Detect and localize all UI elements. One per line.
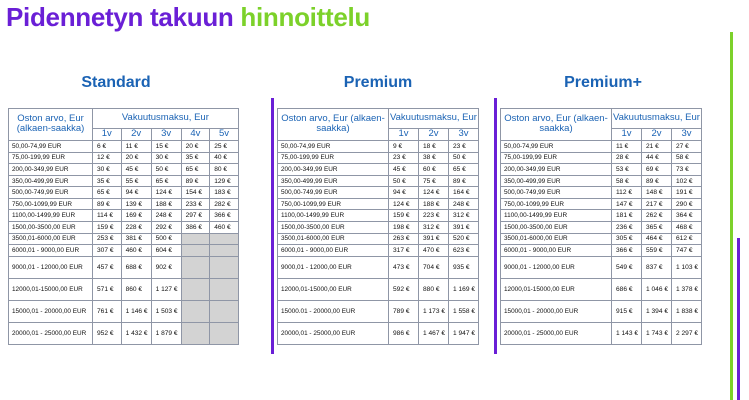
price-cell: 94 € <box>389 187 419 199</box>
price-cell: 27 € <box>672 140 702 152</box>
price-cell: 20 € <box>121 152 151 164</box>
year-column-header: 1v <box>389 129 419 141</box>
price-cell: 860 € <box>121 278 151 300</box>
unavailable-cell <box>210 245 239 257</box>
year-column-header: 3v <box>151 129 181 141</box>
price-table <box>8 108 239 345</box>
price-cell: 60 € <box>419 164 449 176</box>
price-range-cell: 6000,01 - 9000,00 EUR <box>9 245 93 257</box>
unavailable-cell <box>181 233 210 245</box>
price-cell: 500 € <box>151 233 181 245</box>
price-cell: 50 € <box>389 175 419 187</box>
insurance-fee-header: Vakuutusmaksu, Eur <box>93 109 239 129</box>
table-row <box>278 210 479 222</box>
price-cell: 1 743 € <box>642 322 672 344</box>
price-cell: 94 € <box>121 187 151 199</box>
price-range-cell: 9000,01 - 12000,00 EUR <box>501 256 612 278</box>
price-cell: 253 € <box>93 233 122 245</box>
price-cell: 457 € <box>93 256 122 278</box>
price-cell: 391 € <box>449 222 479 234</box>
unavailable-cell <box>210 256 239 278</box>
table-row <box>9 210 239 222</box>
price-cell: 191 € <box>672 187 702 199</box>
year-column-header: 1v <box>612 129 642 141</box>
price-cell: 688 € <box>121 256 151 278</box>
price-cell: 129 € <box>210 175 239 187</box>
price-range-cell: 1100,00-1499,99 EUR <box>9 210 93 222</box>
price-cell: 1 127 € <box>151 278 181 300</box>
separator-1 <box>271 98 274 354</box>
price-cell: 902 € <box>151 256 181 278</box>
unavailable-cell <box>181 256 210 278</box>
price-cell: 986 € <box>389 322 419 344</box>
price-cell: 45 € <box>121 164 151 176</box>
price-range-cell: 9000,01 - 12000,00 EUR <box>9 256 93 278</box>
price-cell: 11 € <box>121 140 151 152</box>
price-range-cell: 20000,01 - 25000,00 EUR <box>9 322 93 344</box>
price-cell: 28 € <box>612 152 642 164</box>
price-range-cell: 750,00-1099,99 EUR <box>501 198 612 210</box>
table-row <box>9 198 239 210</box>
year-column-header: 2v <box>642 129 672 141</box>
table-row <box>9 322 239 344</box>
year-column-header: 4v <box>181 129 210 141</box>
table-row <box>501 322 702 344</box>
table-row <box>278 245 479 257</box>
price-cell: 148 € <box>642 187 672 199</box>
price-cell: 317 € <box>389 245 419 257</box>
price-cell: 159 € <box>93 222 122 234</box>
table-row <box>9 175 239 187</box>
price-cell: 1 378 € <box>672 278 702 300</box>
price-cell: 571 € <box>93 278 122 300</box>
price-range-cell: 12000,01-15000,00 EUR <box>501 278 612 300</box>
price-cell: 15 € <box>151 140 181 152</box>
year-column-header: 1v <box>93 129 122 141</box>
price-range-cell: 750,00-1099,99 EUR <box>9 198 93 210</box>
price-cell: 612 € <box>672 233 702 245</box>
price-cell: 58 € <box>672 152 702 164</box>
table-row <box>278 198 479 210</box>
table-row <box>278 322 479 344</box>
table-row <box>501 256 702 278</box>
price-cell: 880 € <box>419 278 449 300</box>
year-column-header: 2v <box>121 129 151 141</box>
table-row <box>501 300 702 322</box>
table-row <box>278 152 479 164</box>
year-column-header: 5v <box>210 129 239 141</box>
price-cell: 1 394 € <box>642 300 672 322</box>
price-range-cell: 75,00-199,99 EUR <box>9 152 93 164</box>
price-range-cell: 1500,00-3500,00 EUR <box>9 222 93 234</box>
price-cell: 12 € <box>93 152 122 164</box>
price-cell: 23 € <box>449 140 479 152</box>
price-cell: 58 € <box>612 175 642 187</box>
price-cell: 604 € <box>151 245 181 257</box>
table-row <box>9 278 239 300</box>
price-cell: 789 € <box>389 300 419 322</box>
price-cell: 50 € <box>449 152 479 164</box>
price-cell: 915 € <box>612 300 642 322</box>
price-cell: 69 € <box>642 164 672 176</box>
price-cell: 1 432 € <box>121 322 151 344</box>
unavailable-cell <box>181 278 210 300</box>
price-range-cell: 9000,01 - 12000,00 EUR <box>278 256 389 278</box>
price-range-cell: 200,00-349,99 EUR <box>501 164 612 176</box>
price-cell: 89 € <box>449 175 479 187</box>
table-row <box>278 233 479 245</box>
price-cell: 223 € <box>419 210 449 222</box>
price-cell: 248 € <box>449 198 479 210</box>
price-cell: 50 € <box>151 164 181 176</box>
price-cell: 623 € <box>449 245 479 257</box>
price-cell: 391 € <box>419 233 449 245</box>
price-range-cell: 12000,01-15000,00 EUR <box>278 278 389 300</box>
price-range-cell: 3500,01-6000,00 EUR <box>501 233 612 245</box>
price-cell: 102 € <box>672 175 702 187</box>
table-row <box>501 278 702 300</box>
price-cell: 233 € <box>181 198 210 210</box>
price-range-cell: 3500,01-6000,00 EUR <box>278 233 389 245</box>
price-range-cell: 75,00-199,99 EUR <box>278 152 389 164</box>
price-cell: 89 € <box>93 198 122 210</box>
price-cell: 704 € <box>419 256 449 278</box>
table-row <box>9 245 239 257</box>
price-range-cell: 1100,00-1499,99 EUR <box>278 210 389 222</box>
price-range-cell: 6000,01 - 9000,00 EUR <box>278 245 389 257</box>
table-row <box>501 222 702 234</box>
table-row <box>9 152 239 164</box>
price-cell: 9 € <box>389 140 419 152</box>
price-range-cell: 50,00-74,99 EUR <box>278 140 389 152</box>
price-range-cell: 750,00-1099,99 EUR <box>278 198 389 210</box>
price-range-cell: 500,00-749,99 EUR <box>278 187 389 199</box>
year-column-header: 3v <box>449 129 479 141</box>
price-cell: 366 € <box>210 210 239 222</box>
price-cell: 124 € <box>151 187 181 199</box>
price-cell: 290 € <box>672 198 702 210</box>
price-cell: 263 € <box>389 233 419 245</box>
price-cell: 473 € <box>389 256 419 278</box>
price-cell: 686 € <box>612 278 642 300</box>
price-cell: 11 € <box>612 140 642 152</box>
price-cell: 65 € <box>93 187 122 199</box>
table-row <box>278 175 479 187</box>
table-row <box>9 256 239 278</box>
price-cell: 312 € <box>419 222 449 234</box>
section-title-standard: Standard <box>81 74 151 91</box>
price-range-cell: 15000,01 - 20000,00 EUR <box>9 300 93 322</box>
price-range-cell: 200,00-349,99 EUR <box>9 164 93 176</box>
price-cell: 80 € <box>210 164 239 176</box>
price-cell: 139 € <box>121 198 151 210</box>
year-column-header: 3v <box>672 129 702 141</box>
price-cell: 35 € <box>181 152 210 164</box>
price-range-cell: 15000.01 - 20000,00 EUR <box>278 300 389 322</box>
insurance-fee-header: Vakuutusmaksu, Eur <box>612 109 702 129</box>
price-cell: 837 € <box>642 256 672 278</box>
unavailable-cell <box>181 322 210 344</box>
price-cell: 65 € <box>151 175 181 187</box>
price-cell: 381 € <box>121 233 151 245</box>
price-cell: 44 € <box>642 152 672 164</box>
price-range-cell: 50,00-74,99 EUR <box>9 140 93 152</box>
table-row <box>501 175 702 187</box>
price-range-cell: 1500,00-3500,00 EUR <box>278 222 389 234</box>
price-cell: 312 € <box>449 210 479 222</box>
price-cell: 25 € <box>210 140 239 152</box>
price-range-cell: 500,00-749,99 EUR <box>9 187 93 199</box>
table-row <box>9 140 239 152</box>
table-row <box>501 164 702 176</box>
price-cell: 307 € <box>93 245 122 257</box>
table-row <box>9 222 239 234</box>
price-cell: 1 838 € <box>672 300 702 322</box>
purple-accent-bar <box>737 238 740 400</box>
green-accent-bar <box>730 32 733 400</box>
price-range-cell: 1500,00-3500,00 EUR <box>501 222 612 234</box>
table-row <box>501 152 702 164</box>
price-cell: 935 € <box>449 256 479 278</box>
price-cell: 183 € <box>210 187 239 199</box>
price-table <box>500 108 702 345</box>
price-range-cell: 6000,01 - 9000,00 EUR <box>501 245 612 257</box>
separator-2 <box>494 98 497 354</box>
price-range-cell: 500,00-749,99 EUR <box>501 187 612 199</box>
price-cell: 464 € <box>642 233 672 245</box>
price-cell: 30 € <box>151 152 181 164</box>
price-cell: 559 € <box>642 245 672 257</box>
unavailable-cell <box>210 322 239 344</box>
price-range-cell: 1100,00-1499,99 EUR <box>501 210 612 222</box>
price-cell: 89 € <box>642 175 672 187</box>
price-cell: 470 € <box>419 245 449 257</box>
price-cell: 1 103 € <box>672 256 702 278</box>
price-cell: 35 € <box>93 175 122 187</box>
price-cell: 236 € <box>612 222 642 234</box>
price-cell: 53 € <box>612 164 642 176</box>
price-range-cell: 350,00-499,99 EUR <box>278 175 389 187</box>
page-title <box>6 2 370 33</box>
price-cell: 164 € <box>449 187 479 199</box>
price-cell: 198 € <box>389 222 419 234</box>
price-cell: 460 € <box>121 245 151 257</box>
price-cell: 147 € <box>612 198 642 210</box>
table-row <box>501 245 702 257</box>
price-cell: 297 € <box>181 210 210 222</box>
price-cell: 188 € <box>151 198 181 210</box>
price-cell: 75 € <box>419 175 449 187</box>
title-part-1: Pidennetyn takuun <box>6 2 234 32</box>
price-range-cell: 20000,01 - 25000,00 EUR <box>501 322 612 344</box>
price-cell: 124 € <box>419 187 449 199</box>
purchase-value-header: Oston arvo, Eur (alkaen-saakka) <box>501 109 612 141</box>
price-cell: 305 € <box>612 233 642 245</box>
table-row <box>278 164 479 176</box>
price-cell: 65 € <box>181 164 210 176</box>
price-table <box>277 108 479 345</box>
year-column-header: 2v <box>419 129 449 141</box>
section-title-premium: Premium <box>343 74 413 91</box>
price-cell: 188 € <box>419 198 449 210</box>
price-cell: 1 879 € <box>151 322 181 344</box>
table-row <box>278 278 479 300</box>
unavailable-cell <box>181 245 210 257</box>
price-range-cell: 75,00-199,99 EUR <box>501 152 612 164</box>
price-range-cell: 200,00-349,99 EUR <box>278 164 389 176</box>
unavailable-cell <box>181 300 210 322</box>
price-cell: 952 € <box>93 322 122 344</box>
price-cell: 460 € <box>210 222 239 234</box>
price-cell: 21 € <box>642 140 672 152</box>
price-cell: 124 € <box>389 198 419 210</box>
price-cell: 364 € <box>672 210 702 222</box>
table-row <box>9 300 239 322</box>
section-title-premium-plus: Premium+ <box>564 74 642 91</box>
table-row <box>501 198 702 210</box>
price-cell: 18 € <box>419 140 449 152</box>
standard-price-table <box>8 108 239 345</box>
price-cell: 1 143 € <box>612 322 642 344</box>
price-cell: 1 503 € <box>151 300 181 322</box>
title-part-2: hinnoittelu <box>240 2 370 32</box>
price-cell: 228 € <box>121 222 151 234</box>
purchase-value-header: Oston arvo, Eur (alkaen-saakka) <box>278 109 389 141</box>
price-cell: 23 € <box>389 152 419 164</box>
price-cell: 38 € <box>419 152 449 164</box>
price-cell: 592 € <box>389 278 419 300</box>
price-cell: 366 € <box>612 245 642 257</box>
table-row <box>278 187 479 199</box>
price-cell: 761 € <box>93 300 122 322</box>
price-cell: 1 146 € <box>121 300 151 322</box>
price-cell: 282 € <box>210 198 239 210</box>
price-cell: 1 947 € <box>449 322 479 344</box>
table-row <box>278 222 479 234</box>
price-cell: 73 € <box>672 164 702 176</box>
price-cell: 1 169 € <box>449 278 479 300</box>
table-row <box>278 256 479 278</box>
price-cell: 169 € <box>121 210 151 222</box>
unavailable-cell <box>210 278 239 300</box>
price-cell: 292 € <box>151 222 181 234</box>
table-row <box>9 233 239 245</box>
price-cell: 520 € <box>449 233 479 245</box>
table-row <box>501 140 702 152</box>
insurance-fee-header: Vakuutusmaksu, Eur <box>389 109 479 129</box>
price-cell: 248 € <box>151 210 181 222</box>
price-cell: 1 558 € <box>449 300 479 322</box>
table-row <box>501 233 702 245</box>
price-range-cell: 50,00-74,99 EUR <box>501 140 612 152</box>
price-range-cell: 20000,01 - 25000,00 EUR <box>278 322 389 344</box>
table-row <box>278 140 479 152</box>
unavailable-cell <box>210 233 239 245</box>
unavailable-cell <box>210 300 239 322</box>
price-cell: 747 € <box>672 245 702 257</box>
price-cell: 55 € <box>121 175 151 187</box>
price-range-cell: 12000,01-15000,00 EUR <box>9 278 93 300</box>
table-row <box>278 300 479 322</box>
price-cell: 2 297 € <box>672 322 702 344</box>
price-cell: 386 € <box>181 222 210 234</box>
price-range-cell: 350,00-499,99 EUR <box>9 175 93 187</box>
price-cell: 365 € <box>642 222 672 234</box>
price-cell: 65 € <box>449 164 479 176</box>
price-cell: 468 € <box>672 222 702 234</box>
price-range-cell: 350,00-499,99 EUR <box>501 175 612 187</box>
price-cell: 159 € <box>389 210 419 222</box>
price-cell: 217 € <box>642 198 672 210</box>
price-cell: 112 € <box>612 187 642 199</box>
table-row <box>501 210 702 222</box>
price-cell: 89 € <box>181 175 210 187</box>
price-cell: 154 € <box>181 187 210 199</box>
table-row <box>9 187 239 199</box>
price-cell: 262 € <box>642 210 672 222</box>
price-cell: 1 173 € <box>419 300 449 322</box>
premium-plus-price-table <box>500 108 702 345</box>
price-cell: 45 € <box>389 164 419 176</box>
price-cell: 20 € <box>181 140 210 152</box>
table-row <box>501 187 702 199</box>
price-cell: 1 046 € <box>642 278 672 300</box>
purchase-value-header: Oston arvo, Eur (alkaen-saakka) <box>9 109 93 141</box>
premium-price-table <box>277 108 479 345</box>
price-range-cell: 3500,01-6000,00 EUR <box>9 233 93 245</box>
price-cell: 6 € <box>93 140 122 152</box>
price-range-cell: 15000,01 - 20000,00 EUR <box>501 300 612 322</box>
price-cell: 549 € <box>612 256 642 278</box>
price-cell: 1 467 € <box>419 322 449 344</box>
price-cell: 181 € <box>612 210 642 222</box>
price-cell: 114 € <box>93 210 122 222</box>
price-cell: 40 € <box>210 152 239 164</box>
table-row <box>9 164 239 176</box>
price-cell: 30 € <box>93 164 122 176</box>
